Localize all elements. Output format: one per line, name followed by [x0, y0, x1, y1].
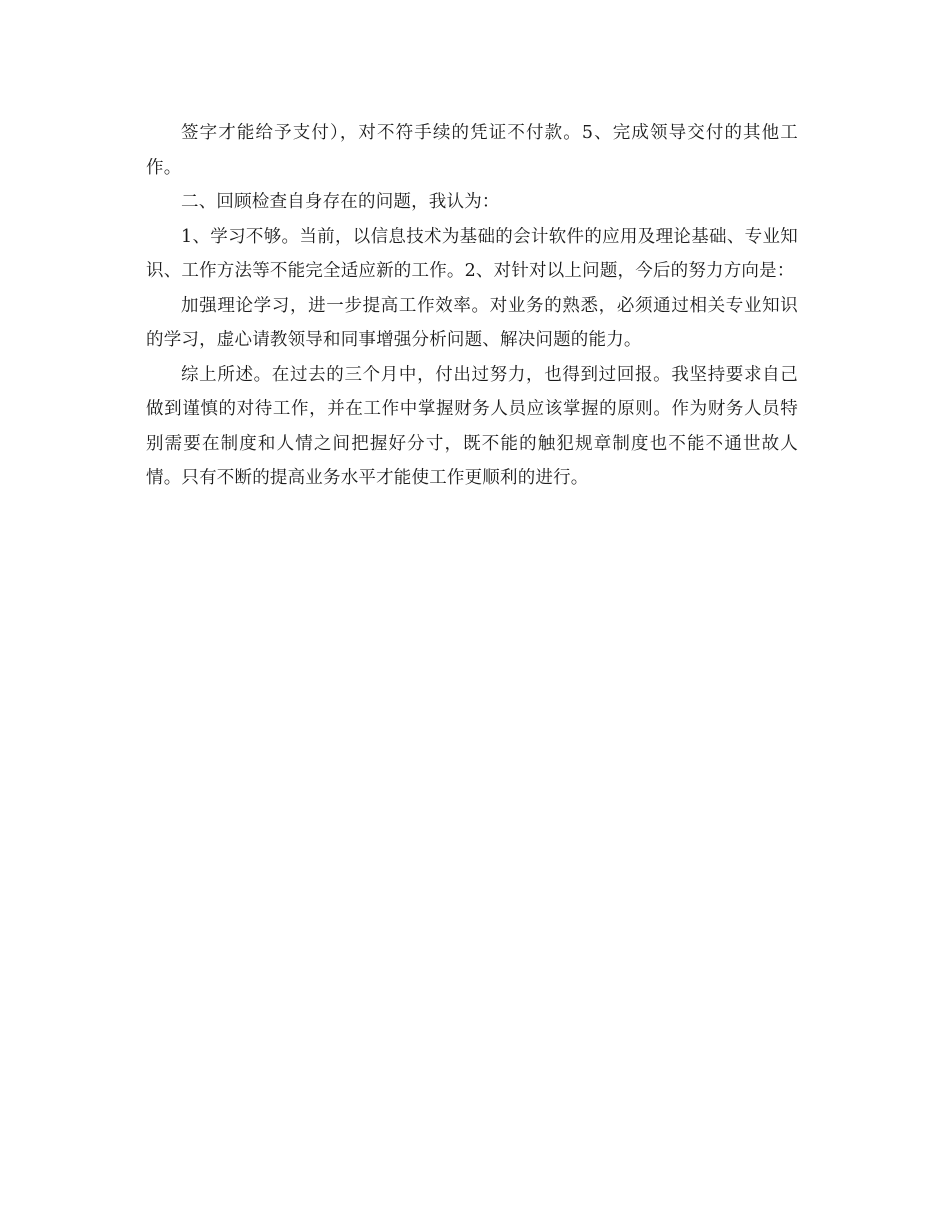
paragraph-strengthen-study: 加强理论学习，进一步提高工作效率。对业务的熟悉，必须通过相关专业知识的学习，虚心请教领导和同事增强分析问题、解决问题的能力。: [146, 295, 798, 350]
paragraph-summary: 综上所述。在过去的三个月中，付出过努力，也得到过回报。我坚持要求自己做到谨慎的对待工作，并在工作中掌握财务人员应该掌握的原则。作为财务人员特别需要在制度和人情之间把握好分寸，既不能的触犯规章制度也不能不通世故人情。只有不断的提高业务水平才能使工作更顺利的进行。: [146, 364, 798, 488]
paragraph-learning-insufficient: 1、学习不够。当前，以信息技术为基础的会计软件的应用及理论基础、专业知识、工作方法等不能完全适应新的工作。2、对针对以上问题，今后的努力方向是：: [146, 226, 798, 281]
paragraph-payment-duties: 签字才能给予支付），对不符手续的凭证不付款。5、完成领导交付的其他工作。: [146, 123, 798, 178]
paragraph-section-two-heading: 二、回顾检查自身存在的问题，我认为：: [181, 192, 500, 212]
document-body: [146, 116, 798, 496]
